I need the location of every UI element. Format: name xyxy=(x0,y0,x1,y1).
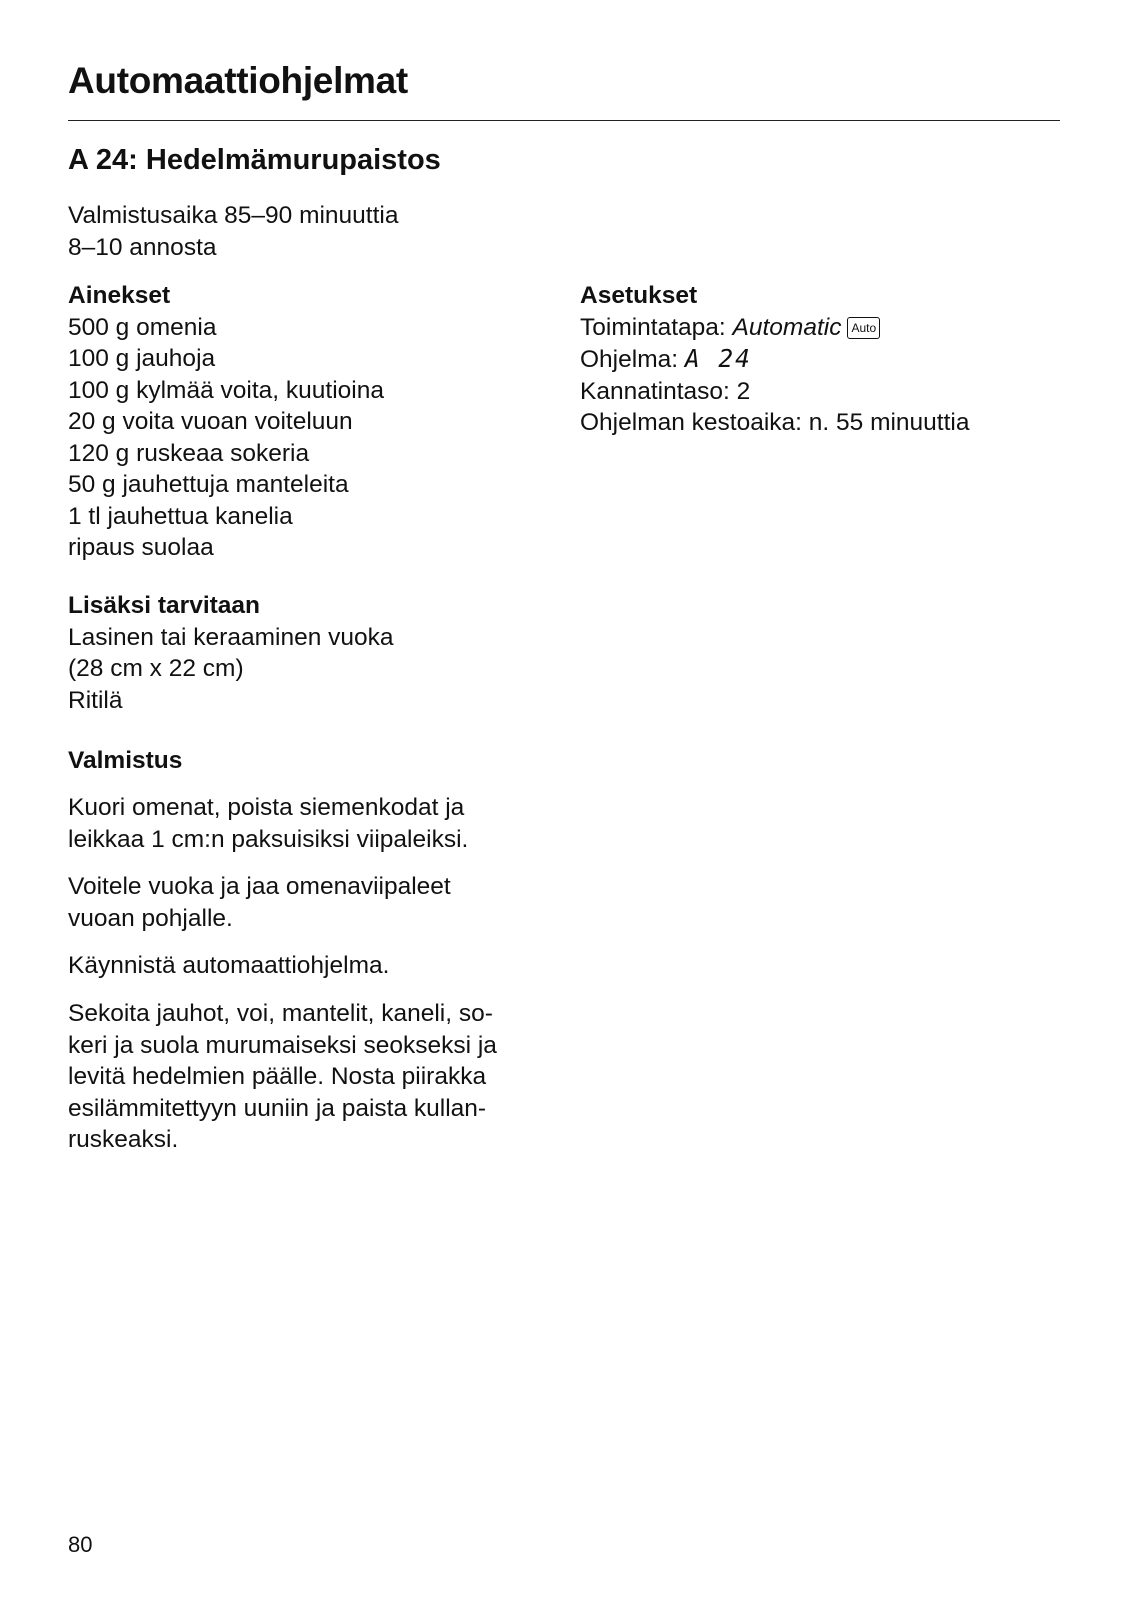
extras-item: Ritilä xyxy=(68,686,123,714)
page-header xyxy=(68,62,1060,121)
recipe-meta xyxy=(68,200,398,263)
mode-label: Toimintatapa: xyxy=(580,313,733,341)
settings-section xyxy=(580,280,970,439)
ingredient-item: 120 g ruskeaa sokeria xyxy=(68,439,310,467)
method-line: Kuori omenat, poista siemenkodat ja xyxy=(68,794,465,821)
method-line: keri ja suola murumaiseksi seokseksi ja xyxy=(68,1031,497,1059)
ingredients-section xyxy=(68,280,384,564)
mode-value: Automatic xyxy=(732,313,842,341)
extras-item: (28 cm x 22 cm) xyxy=(68,655,244,682)
method-line: ruskeaksi. xyxy=(68,1126,179,1153)
servings: 8–10 annosta xyxy=(68,233,217,261)
extras-heading: Lisäksi tarvitaan xyxy=(68,592,261,619)
recipe-title: A 24: Hedelmämurupaistos xyxy=(68,144,441,176)
prep-time: Valmistusaika 85–90 minuuttia xyxy=(68,202,399,229)
method-line: vuoan pohjalle. xyxy=(68,904,233,932)
method-paragraph xyxy=(68,950,389,982)
extras-section xyxy=(68,590,394,716)
settings-shelf: Kannatintaso: 2 xyxy=(580,377,751,405)
extras-item: Lasinen tai keraaminen vuoka xyxy=(68,623,394,651)
settings-program xyxy=(580,343,970,376)
method-line: Voitele vuoka ja jaa omenaviipaleet xyxy=(68,873,451,900)
method-line: leikkaa 1 cm:n paksuisiksi viipaleiksi. xyxy=(68,825,469,853)
ingredient-item: ripaus suolaa xyxy=(68,534,214,561)
ingredient-item: 100 g jauhoja xyxy=(68,345,216,372)
method-line: esilämmitettyyn uuniin ja paista kullan- xyxy=(68,1094,487,1122)
ingredient-item: 1 tl jauhettua kanelia xyxy=(68,502,293,530)
program-display: A 24 xyxy=(684,344,752,373)
method-heading: Valmistus xyxy=(68,747,183,774)
method-line: levitä hedelmien päälle. Nosta piirakka xyxy=(68,1063,487,1090)
ingredient-item: 20 g voita vuoan voiteluun xyxy=(68,408,353,435)
method-paragraph xyxy=(68,871,451,934)
settings-mode xyxy=(580,312,970,344)
ingredient-item: 100 g kylmää voita, kuutioina xyxy=(68,376,384,404)
settings-heading: Asetukset xyxy=(580,282,698,309)
method-paragraph xyxy=(68,998,497,1156)
ingredient-item: 500 g omenia xyxy=(68,313,217,341)
method-line: Käynnistä automaattiohjelma. xyxy=(68,952,390,979)
auto-icon: Auto xyxy=(847,317,880,339)
settings-duration: Ohjelman kestoaika: n. 55 minuuttia xyxy=(580,409,970,436)
page-title: Automaattiohjelmat xyxy=(68,60,408,101)
method-paragraph xyxy=(68,792,468,855)
ingredients-heading: Ainekset xyxy=(68,282,171,309)
page-number: 80 xyxy=(68,1532,93,1557)
method-line: Sekoita jauhot, voi, mantelit, kaneli, so- xyxy=(68,1000,493,1027)
program-label: Ohjelma: xyxy=(580,346,685,373)
ingredient-item: 50 g jauhettuja manteleita xyxy=(68,471,349,498)
